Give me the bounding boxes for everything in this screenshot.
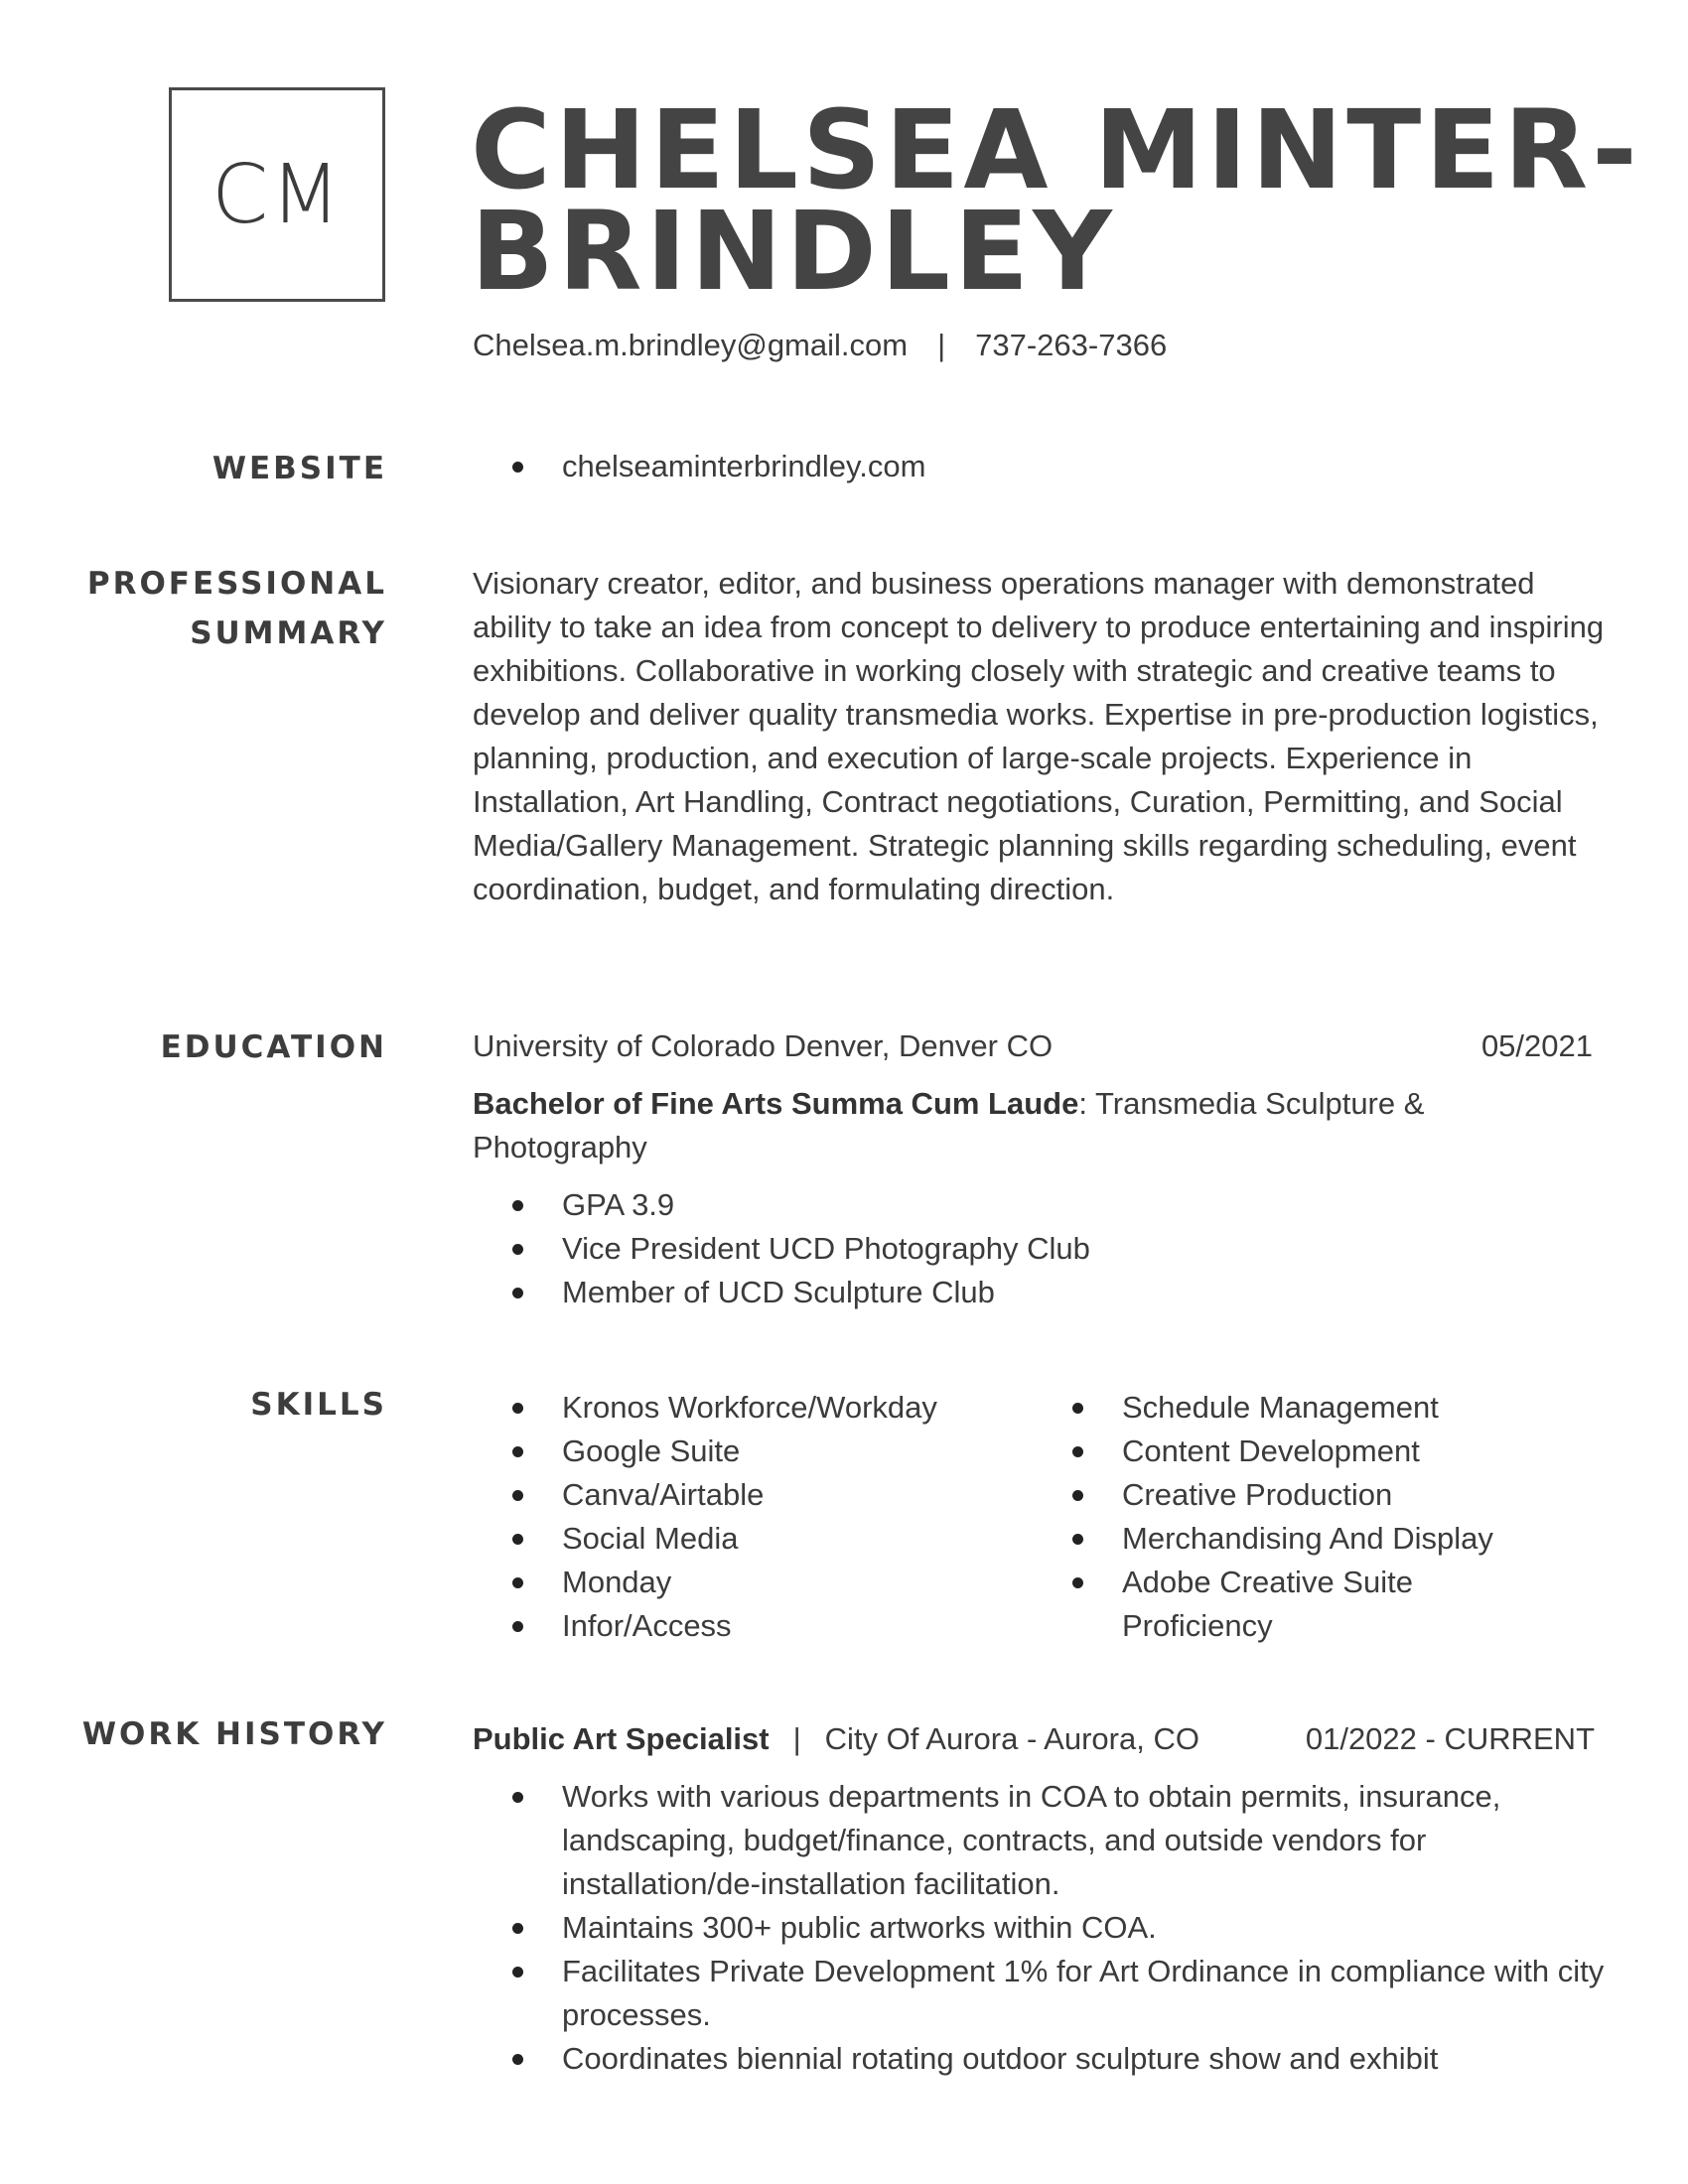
summary-title-line-1: PROFESSIONAL: [86, 566, 387, 602]
contact-separator: |: [937, 328, 946, 362]
job-dates: 01/2022 - CURRENT: [1305, 1721, 1595, 1756]
job-header: [473, 1717, 1595, 1761]
monogram-text: CM: [211, 147, 343, 242]
skill-item: Content Development: [1033, 1430, 1589, 1473]
contact-line: [473, 328, 1167, 363]
job-separator: |: [792, 1721, 801, 1756]
skill-item: Social Media: [473, 1517, 1029, 1561]
section-title-education: EDUCATION: [160, 1029, 387, 1065]
list-item: Vice President UCD Photography Club: [473, 1227, 1565, 1271]
job-company: City Of Aurora - Aurora, CO: [824, 1721, 1199, 1756]
section-title-website: WEBSITE: [211, 451, 387, 486]
skill-item: Kronos Workforce/Workday: [473, 1386, 1029, 1430]
name-line-2: BRINDLEY: [471, 188, 1116, 315]
section-title-work-history: WORK HISTORY: [81, 1716, 387, 1752]
job-duties-list: [473, 1775, 1605, 2081]
monogram-logo: [169, 87, 385, 302]
candidate-name: [471, 86, 1641, 315]
section-title-skills: SKILLS: [250, 1387, 387, 1423]
summary-text: Visionary creator, editor, and business operations manager with demonstrated ability to take an idea from concept to delivery to produce entertaining and inspiring exhibitions. Collaborative in working closely with strategic and creative teams to develop and deliver quality transmedia works. Expertise in pre-production logistics, planning, production, and execution of large-scale projects. Experience in Installation, Art Handling, Contract negotiations, Curation, Permitting, and Social Media/Gallery Management. Strategic planning skills regarding scheduling, event coordination, budget, and formulating direction.: [473, 566, 1605, 906]
list-item: Facilitates Private Development 1% for Art Ordinance in compliance with city processes.: [473, 1950, 1605, 2037]
school-name: University of Colorado Denver, Denver CO: [473, 1028, 1054, 1063]
degree-line: [473, 1082, 1466, 1169]
degree-title: Bachelor of Fine Arts Summa Cum Laude: [473, 1086, 1079, 1121]
list-item: GPA 3.9: [473, 1183, 1565, 1227]
skill-item: Canva/Airtable: [473, 1473, 1029, 1517]
list-item: Works with various departments in COA to obtain permits, insurance, landscaping, budget/finance, contracts, and outside vendors for installation/de-installation facilitation.: [473, 1775, 1605, 1906]
education-header: [473, 1024, 1593, 1068]
skill-item: Merchandising And Display: [1033, 1517, 1589, 1561]
email-link[interactable]: Chelsea.m.brindley@gmail.com: [473, 328, 909, 362]
name-line-1: CHELSEA MINTER-: [471, 86, 1641, 213]
website-link[interactable]: chelseaminterbrindley.com: [473, 445, 1605, 488]
education-list: [473, 1183, 1565, 1314]
list-item: Coordinates biennial rotating outdoor sculpture show and exhibit: [473, 2037, 1605, 2081]
degree-field: Transmedia Sculpture & Photography: [473, 1086, 1425, 1164]
skill-item: Adobe Creative Suite Proficiency: [1033, 1561, 1489, 1648]
skill-item: Schedule Management: [1033, 1386, 1589, 1430]
degree-colon: :: [1078, 1086, 1087, 1121]
skill-item: Monday: [473, 1561, 1029, 1604]
list-item: Maintains 300+ public artworks within COA.: [473, 1906, 1605, 1950]
summary-title-line-2: SUMMARY: [190, 615, 387, 651]
skill-item: Infor/Access: [473, 1604, 1029, 1648]
graduation-date: 05/2021: [1480, 1028, 1593, 1063]
skills-list-right: [1033, 1386, 1589, 1648]
skills-list-left: [473, 1386, 1029, 1648]
website-list: [473, 445, 1605, 488]
phone-number: 737-263-7366: [975, 328, 1168, 362]
skill-item: Creative Production: [1033, 1473, 1589, 1517]
job-role: Public Art Specialist: [473, 1721, 770, 1756]
list-item: Member of UCD Sculpture Club: [473, 1271, 1565, 1314]
skill-item: Google Suite: [473, 1430, 1029, 1473]
section-title-summary: [87, 559, 387, 658]
